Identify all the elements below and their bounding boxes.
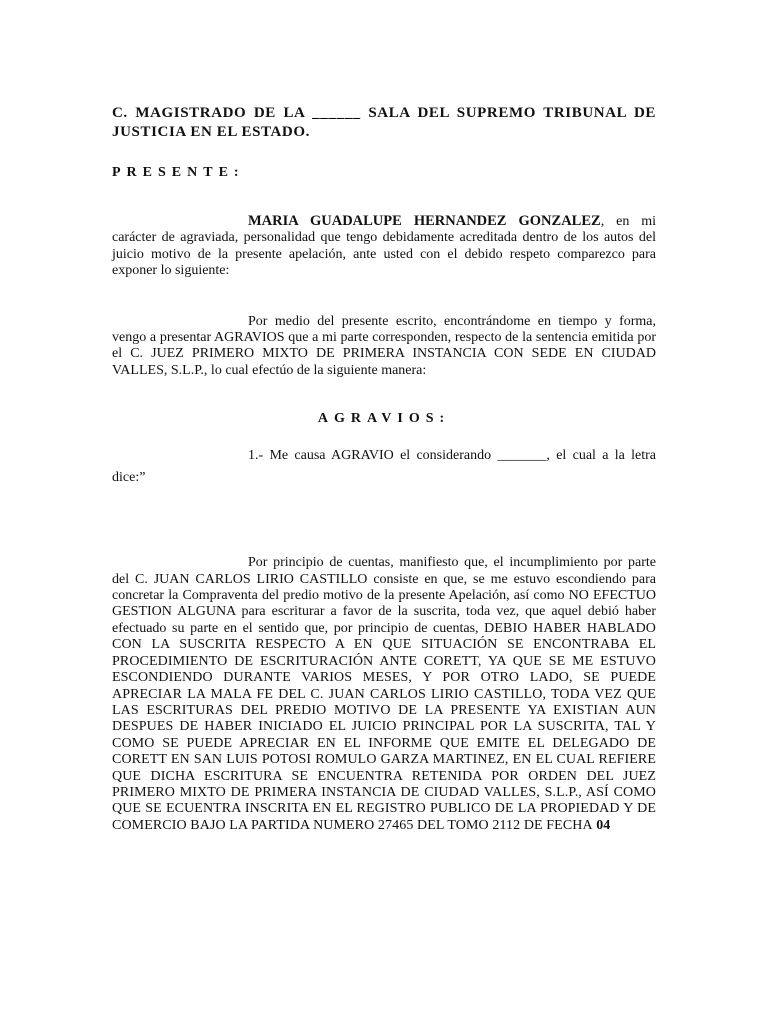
argument-text: Por principio de cuentas, manifiesto que, el incumplimiento por parte del C. JUAN CARLOS LIRIO CASTILLO consiste en que, se me estuvo escondiendo para concretar la Compraventa del predio motivo de la presente Apelación, así como NO EFECTUO GESTION ALGUNA para escriturar a favor de la suscrita, toda vez, que aquel debió haber efectuado su parte en el sentido que, por principio de cuentas, <box>112 555 656 636</box>
intro-paragraph <box>112 213 656 280</box>
intro-text: , en mi carácter de agraviada, personalidad que tengo debidamente acreditada dentro de los autos del juicio motivo de la presente apelación, ante usted con el debido respeto comparezco para exponer lo siguiente: <box>112 214 656 279</box>
argument-caps-text: DEBIO HABER HABLADO CON LA SUSCRITA RESPECTO A EN QUE SITUACIÓN SE ENCONTRABA EL PROCEDIMIENTO DE ESCRITURACIÓN ANTE CORETT, YA QUE SE ME ESTUVO ESCONDIENDO DURANTE VARIOS MESES, Y POR OTRO LADO, SE PUEDE APRECIAR LA MALA FE DEL C. JUAN CARLOS LIRIO CASTILLO, TODA VEZ QUE LAS ESCRITURAS DEL PREDIO MOTIVO DE LA PRESENTE YA EXISTIAN AUN DESPUES DE HABER INICIADO EL JUICIO PRINCIPAL POR LA SUSCRITA, TAL Y COMO SE PUEDE APRECIAR EN EL INFORME QUE EMITE EL DELEGADO DE CORETT EN SAN LUIS POTOSI ROMULO GARZA MARTINEZ, EN EL CUAL REFIERE QUE DICHA ESCRITURA SE ENCUENTRA RETENIDA POR ORDEN DEL JUEZ PRIMERO MIXTO DE PRIMERA INSTANCIA DE CIUDAD VALLES, S.L.P., ASÍ COMO QUE SE ECUENTRA INSCRITA EN EL REGISTRO PUBLICO DE LA PROPIEDAD Y DE COMERCIO BAJO LA PARTIDA NUMERO 27465 DEL TOMO 2112 DE FECHA <box>112 620 656 833</box>
agravios-title: AGRAVIOS: <box>317 411 451 427</box>
agravio-item-1-text: 1.- Me causa AGRAVIO el considerando _______, el cual a la letra dice:” <box>112 448 656 486</box>
argument-date-start: 04 <box>596 817 611 833</box>
agravio-item-1 <box>112 445 656 489</box>
addressee-heading: C. MAGISTRADO DE LA ______ SALA DEL SUPREMO TRIBUNAL DE JUSTICIA EN EL ESTADO. <box>112 105 656 140</box>
presentation-text: Por medio del presente escrito, encontrándome en tiempo y forma, vengo a presentar AGRAVIOS que a mi parte corresponden, respecto de la sentencia emitida por el C. JUEZ PRIMERO MIXTO DE PRIMERA INSTANCIA CON SEDE EN CIUDAD VALLES, S.L.P., lo cual efectúo de la siguiente manera: <box>112 313 656 378</box>
plaintiff-name: MARIA GUADALUPE HERNANDEZ GONZALEZ <box>248 213 601 229</box>
presentation-paragraph <box>112 314 656 380</box>
presente-line: PRESENTE: <box>112 165 245 180</box>
argument-paragraph <box>112 555 656 834</box>
